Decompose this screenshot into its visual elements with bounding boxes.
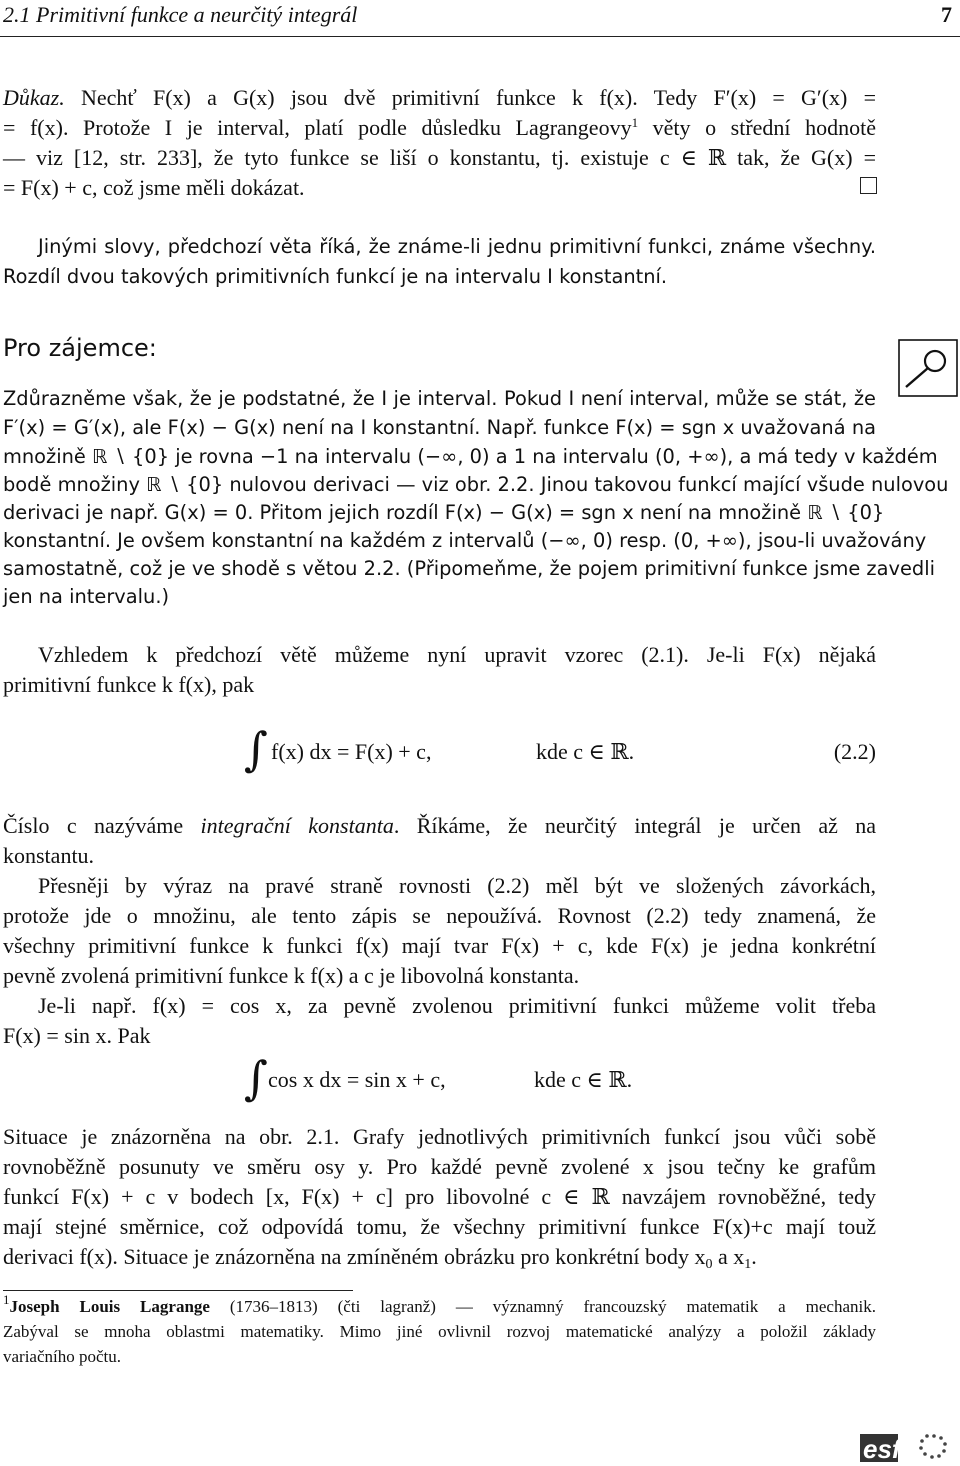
magnifier-icon (898, 339, 958, 397)
paragraph-line: rovnoběžně posunuty ve směru osy y. Pro každé pevně zvolené x jsou tečny ke grafům (3, 1154, 876, 1179)
box-line: derivaci je např. G(x) = 0. Přitom jejich rozdíl F(x) − G(x) = sgn x není na množině ℝ ∖ {0} (3, 501, 885, 524)
paragraph-line (3, 1242, 876, 1272)
integral-sign: ∫ (244, 722, 268, 776)
paragraph-line: všechny primitivní funkce k funkci f(x) mají tvar F(x) + c, kde F(x) je jedna konkrétní (3, 933, 876, 958)
paragraph-line: primitivní funkce k f(x), pak (3, 672, 255, 697)
paragraph-line: F(x) = sin x. Pak (3, 1023, 151, 1048)
equation-condition: kde c ∈ ℝ. (536, 739, 635, 764)
box-line: množině ℝ ∖ {0} je rovna −1 na intervalu (−∞, 0) a 1 na intervalu (0, +∞), a má tedy v každém (3, 445, 938, 468)
proof-line-1 (3, 83, 876, 113)
paragraph-line: mají stejné směrnice, což odpovídá tomu, že všechny primitivní funkce F(x)+c mají touž (3, 1214, 876, 1239)
text-run: Číslo c nazýváme (3, 813, 201, 838)
proof-line-4: = F(x) + c, což jsme měli dokázat. (3, 175, 305, 200)
text-run: derivaci f(x). Situace je znázorněna na zmíněném obrázku pro konkrétní body x (3, 1244, 706, 1269)
footnote-rule (3, 1290, 353, 1291)
box-line: bodě množiny ℝ ∖ {0} nulovou derivaci — viz obr. 2.2. Jinou takovou funkcí mající všude nulovou (3, 473, 949, 496)
emphasis-term: integrační konstanta (200, 813, 394, 838)
equation-body: f(x) dx = F(x) + c, (271, 739, 432, 764)
proof-text: věty o střední hodnotě (638, 115, 876, 140)
proof-line-2 (3, 113, 876, 143)
qed-box-icon (860, 177, 877, 198)
footnote-ref[interactable]: 1 (631, 115, 639, 130)
page-number: 7 (941, 2, 952, 27)
running-header-title: 2.1 Primitivní funkce a neurčitý integrál (3, 2, 358, 27)
text-run: a x (712, 1244, 745, 1269)
box-line: jen na intervalu.) (3, 585, 170, 608)
paragraph-line: Přesněji by výraz na pravé straně rovnosti (2.2) měl být ve složených závorkách, (38, 873, 876, 898)
esf-eu-logo (858, 1428, 958, 1464)
footnote-name: Joseph Louis Lagrange (9, 1297, 210, 1316)
proof-line-3: — viz [12, str. 233], že tyto funkce se liší o konstantu, tj. existuje c ∈ ℝ tak, že G(x) = (3, 145, 876, 170)
equation-condition: kde c ∈ ℝ. (534, 1067, 633, 1092)
footnote-line: Zabýval se mnoha oblastmi matematiky. Mimo jiné ovlivnil rozvoj matematické analýzy a položil základy (3, 1322, 876, 1341)
paragraph-line (3, 811, 876, 841)
proof-text: = f(x). Protože I je interval, platí podle důsledku Lagrangeovy (3, 115, 632, 140)
box-line: samostatně, což je ve shodě s větou 2.2. (Připomeňme, že pojem primitivní funkce jsme zavedli (3, 557, 935, 580)
text-run: . (751, 1244, 757, 1269)
equation-body: cos x dx = sin x + c, (268, 1067, 446, 1092)
subscript: 1 (744, 1257, 752, 1272)
footnote-line (3, 1292, 876, 1319)
box-title: Pro zájemce: (3, 334, 157, 362)
integral-sign: ∫ (244, 1051, 268, 1105)
text-run: (1736–1813) (čti lagranž) — významný francouzský matematik a mechanik. (209, 1297, 876, 1316)
proof-text: Nechť F(x) a G(x) jsou dvě primitivní funkce k f(x). Tedy F′(x) = G′(x) = (64, 85, 876, 110)
footnote-line: variačního počtu. (3, 1347, 122, 1366)
paragraph-line: Vzhledem k předchozí větě můžeme nyní upravit vzorec (2.1). Je-li F(x) nějaká (38, 642, 876, 667)
paragraph-line: konstantu. (3, 843, 95, 868)
proof-label: Důkaz. (3, 85, 65, 110)
text-run: . Říkáme, že neurčitý integrál je určen až na (393, 813, 876, 838)
header-rule (0, 36, 960, 37)
logo-text: esf (863, 1434, 901, 1464)
paragraph-line: funkcí F(x) + c v bodech [x, F(x) + c] pro libovolné c ∈ ℝ navzájem rovnoběžné, tedy (3, 1184, 876, 1209)
equation-number: (2.2) (833, 739, 876, 764)
paragraph-line: Rozdíl dvou takových primitivních funkcí je na intervalu I konstantní. (3, 265, 668, 288)
footnote-marker: 1 (3, 1292, 10, 1307)
paragraph-line: pevně zvolená primitivní funkce k f(x) a c je libovolná konstanta. (3, 963, 580, 988)
paragraph-line: Jinými slovy, předchozí věta říká, že známe-li jednu primitivní funkci, známe všechny. (38, 235, 876, 258)
subscript: 0 (705, 1257, 713, 1272)
box-line: konstantní. Je ovšem konstantní na každém z intervalů (−∞, 0) resp. (0, +∞), jsou-li uvažovány (3, 529, 927, 552)
paragraph-line: Situace je znázorněna na obr. 2.1. Grafy jednotlivých primitivních funkcí jsou vůči sobě (3, 1124, 876, 1149)
box-line: Zdůrazněme však, že je podstatné, že I je interval. Pokud I není interval, může se stát, že (3, 387, 876, 410)
box-line: F′(x) = G′(x), ale F(x) − G(x) není na I konstantní. Např. funkce F(x) = sgn x uvažovaná na (3, 416, 876, 439)
paragraph-line: Je-li např. f(x) = cos x, za pevně zvolenou primitivní funkci můžeme volit třeba (38, 993, 876, 1018)
paragraph-line: protože jde o množinu, ale tento zápis se nepoužívá. Rovnost (2.2) tedy znamená, že (3, 903, 876, 928)
